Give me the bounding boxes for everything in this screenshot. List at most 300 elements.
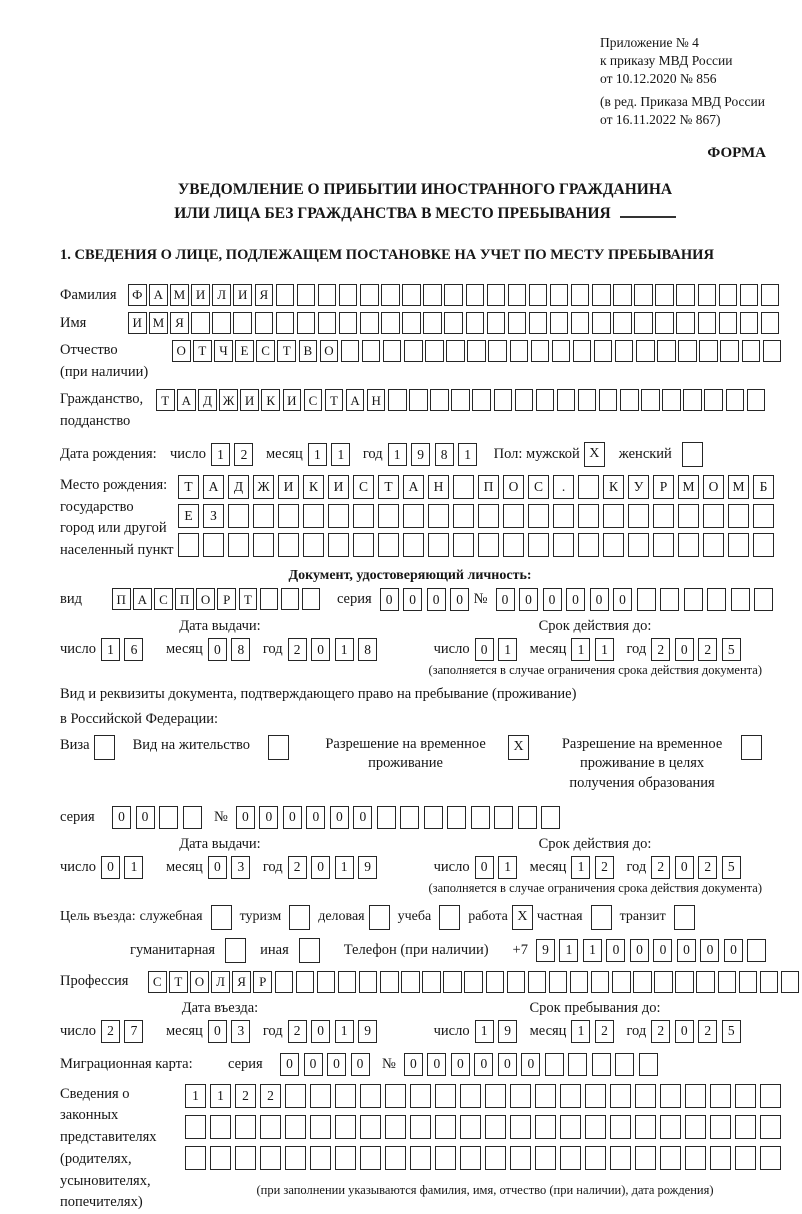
char-cell[interactable] (430, 389, 449, 411)
char-cell[interactable] (615, 340, 634, 362)
char-cell[interactable] (760, 1115, 781, 1139)
permit-expiry-year[interactable] (651, 856, 745, 879)
char-cell[interactable]: 1 (595, 638, 614, 661)
char-cell[interactable]: 0 (327, 1053, 346, 1076)
permit-number-boxes[interactable] (236, 806, 565, 829)
char-cell[interactable] (494, 806, 513, 829)
char-cell[interactable]: 0 (519, 588, 538, 611)
char-cell[interactable] (460, 1146, 481, 1170)
char-cell[interactable] (570, 971, 589, 993)
char-cell[interactable] (529, 312, 548, 334)
char-cell[interactable] (594, 340, 613, 362)
char-cell[interactable]: 0 (613, 588, 632, 611)
char-cell[interactable]: 0 (101, 856, 120, 879)
char-cell[interactable] (550, 284, 569, 306)
char-cell[interactable]: 1 (498, 856, 517, 879)
char-cell[interactable] (444, 312, 463, 334)
surname-boxes[interactable] (128, 284, 782, 306)
birth-month-boxes[interactable] (308, 443, 355, 466)
char-cell[interactable] (303, 533, 324, 557)
doc-series-boxes[interactable] (380, 588, 474, 611)
char-cell[interactable] (281, 588, 300, 610)
char-cell[interactable] (655, 284, 674, 306)
patronymic-boxes[interactable] (172, 340, 784, 362)
char-cell[interactable] (719, 284, 738, 306)
char-cell[interactable] (464, 971, 483, 993)
char-cell[interactable]: 2 (235, 1084, 256, 1108)
char-cell[interactable] (560, 1115, 581, 1139)
char-cell[interactable] (410, 1146, 431, 1170)
char-cell[interactable] (378, 504, 399, 528)
char-cell[interactable]: В (299, 340, 318, 362)
char-cell[interactable] (531, 340, 550, 362)
permit-issue-month[interactable] (208, 856, 255, 879)
char-cell[interactable] (719, 312, 738, 334)
char-cell[interactable]: 0 (427, 588, 446, 611)
char-cell[interactable] (360, 1146, 381, 1170)
char-cell[interactable] (657, 340, 676, 362)
char-cell[interactable]: 0 (630, 939, 649, 962)
profession-boxes[interactable] (148, 971, 802, 993)
purpose-transit-checkbox[interactable] (674, 905, 695, 930)
char-cell[interactable]: 2 (595, 1020, 614, 1043)
char-cell[interactable] (653, 533, 674, 557)
char-cell[interactable] (385, 1084, 406, 1108)
char-cell[interactable] (486, 971, 505, 993)
char-cell[interactable]: 8 (435, 443, 454, 466)
char-cell[interactable] (185, 1115, 206, 1139)
char-cell[interactable]: А (346, 389, 365, 411)
char-cell[interactable] (268, 735, 289, 760)
char-cell[interactable]: 1 (211, 443, 230, 466)
char-cell[interactable] (435, 1115, 456, 1139)
char-cell[interactable] (401, 971, 420, 993)
char-cell[interactable]: 0 (496, 588, 515, 611)
char-cell[interactable] (359, 971, 378, 993)
char-cell[interactable] (435, 1084, 456, 1108)
char-cell[interactable]: 2 (698, 1020, 717, 1043)
birthplace-row3-boxes[interactable] (178, 533, 778, 557)
char-cell[interactable] (403, 504, 424, 528)
char-cell[interactable] (655, 312, 674, 334)
birthplace-row1-boxes[interactable] (178, 475, 778, 499)
char-cell[interactable] (94, 735, 115, 760)
char-cell[interactable] (233, 312, 252, 334)
char-cell[interactable]: 1 (335, 638, 354, 661)
doc-expiry-day[interactable] (475, 638, 522, 661)
char-cell[interactable]: К (303, 475, 324, 499)
char-cell[interactable] (478, 533, 499, 557)
char-cell[interactable] (278, 533, 299, 557)
char-cell[interactable] (710, 1115, 731, 1139)
char-cell[interactable] (741, 735, 762, 760)
char-cell[interactable] (185, 1146, 206, 1170)
char-cell[interactable]: А (177, 389, 196, 411)
char-cell[interactable]: 5 (722, 638, 741, 661)
char-cell[interactable]: 0 (330, 806, 349, 829)
entry-month[interactable] (208, 1020, 255, 1043)
char-cell[interactable]: О (196, 588, 215, 610)
char-cell[interactable]: И (128, 312, 147, 334)
char-cell[interactable]: 1 (571, 638, 590, 661)
char-cell[interactable] (318, 284, 337, 306)
char-cell[interactable] (753, 504, 774, 528)
char-cell[interactable] (297, 312, 316, 334)
char-cell[interactable] (302, 588, 321, 610)
char-cell[interactable]: 0 (675, 856, 694, 879)
char-cell[interactable]: М (728, 475, 749, 499)
char-cell[interactable]: 2 (288, 1020, 307, 1043)
char-cell[interactable] (675, 971, 694, 993)
permit-series-boxes[interactable] (112, 806, 206, 829)
char-cell[interactable] (228, 504, 249, 528)
char-cell[interactable] (571, 284, 590, 306)
char-cell[interactable]: . (553, 475, 574, 499)
char-cell[interactable]: 5 (722, 1020, 741, 1043)
char-cell[interactable]: 0 (675, 638, 694, 661)
char-cell[interactable] (557, 389, 576, 411)
char-cell[interactable]: 0 (403, 588, 422, 611)
char-cell[interactable]: Л (211, 971, 230, 993)
char-cell[interactable] (541, 806, 560, 829)
char-cell[interactable] (747, 389, 766, 411)
char-cell[interactable]: Т (378, 475, 399, 499)
char-cell[interactable] (635, 1146, 656, 1170)
char-cell[interactable] (760, 1084, 781, 1108)
char-cell[interactable] (653, 504, 674, 528)
char-cell[interactable]: Е (178, 504, 199, 528)
char-cell[interactable]: X (508, 735, 529, 760)
char-cell[interactable] (424, 806, 443, 829)
char-cell[interactable] (553, 504, 574, 528)
char-cell[interactable] (410, 1115, 431, 1139)
char-cell[interactable]: 1 (185, 1084, 206, 1108)
char-cell[interactable]: Т (193, 340, 212, 362)
sex-male-checkbox[interactable] (584, 442, 605, 467)
stay-day[interactable] (475, 1020, 522, 1043)
char-cell[interactable] (353, 504, 374, 528)
char-cell[interactable]: 0 (380, 588, 399, 611)
char-cell[interactable] (571, 312, 590, 334)
char-cell[interactable] (410, 1084, 431, 1108)
char-cell[interactable]: С (154, 588, 173, 610)
char-cell[interactable] (553, 533, 574, 557)
char-cell[interactable] (510, 340, 529, 362)
purpose-tourism-checkbox[interactable] (289, 905, 310, 930)
char-cell[interactable] (550, 312, 569, 334)
char-cell[interactable] (613, 312, 632, 334)
char-cell[interactable]: 0 (311, 1020, 330, 1043)
char-cell[interactable] (592, 312, 611, 334)
char-cell[interactable]: 0 (304, 1053, 323, 1076)
char-cell[interactable] (210, 1115, 231, 1139)
char-cell[interactable]: 2 (595, 856, 614, 879)
citizenship-boxes[interactable] (156, 389, 768, 411)
char-cell[interactable]: И (240, 389, 259, 411)
char-cell[interactable] (728, 533, 749, 557)
char-cell[interactable] (578, 475, 599, 499)
char-cell[interactable]: 0 (208, 638, 227, 661)
char-cell[interactable] (310, 1115, 331, 1139)
char-cell[interactable] (740, 312, 759, 334)
doc-type-boxes[interactable] (112, 588, 323, 610)
char-cell[interactable] (460, 1084, 481, 1108)
permit-expiry-month[interactable] (571, 856, 618, 879)
char-cell[interactable] (676, 284, 695, 306)
char-cell[interactable]: X (584, 442, 605, 467)
char-cell[interactable]: 0 (566, 588, 585, 611)
char-cell[interactable] (634, 312, 653, 334)
char-cell[interactable] (362, 340, 381, 362)
char-cell[interactable] (710, 1146, 731, 1170)
char-cell[interactable]: 1 (101, 638, 120, 661)
char-cell[interactable]: Р (253, 971, 272, 993)
char-cell[interactable] (225, 938, 246, 963)
char-cell[interactable] (674, 905, 695, 930)
temp-residence-education-checkbox[interactable] (741, 735, 762, 760)
purpose-humanitarian-checkbox[interactable] (225, 938, 246, 963)
char-cell[interactable] (467, 340, 486, 362)
char-cell[interactable] (603, 533, 624, 557)
char-cell[interactable] (285, 1146, 306, 1170)
char-cell[interactable] (678, 533, 699, 557)
char-cell[interactable] (478, 504, 499, 528)
char-cell[interactable]: 0 (427, 1053, 446, 1076)
char-cell[interactable] (276, 312, 295, 334)
char-cell[interactable] (660, 588, 679, 611)
char-cell[interactable]: И (283, 389, 302, 411)
char-cell[interactable] (285, 1084, 306, 1108)
char-cell[interactable]: 9 (358, 1020, 377, 1043)
char-cell[interactable] (510, 1115, 531, 1139)
char-cell[interactable] (573, 340, 592, 362)
char-cell[interactable]: Д (198, 389, 217, 411)
char-cell[interactable] (536, 389, 555, 411)
char-cell[interactable] (578, 504, 599, 528)
char-cell[interactable] (235, 1146, 256, 1170)
char-cell[interactable] (253, 504, 274, 528)
char-cell[interactable] (453, 504, 474, 528)
representatives-row3-boxes[interactable] (185, 1146, 785, 1170)
char-cell[interactable] (634, 284, 653, 306)
char-cell[interactable]: О (703, 475, 724, 499)
char-cell[interactable]: 2 (101, 1020, 120, 1043)
char-cell[interactable] (278, 504, 299, 528)
char-cell[interactable] (628, 504, 649, 528)
char-cell[interactable] (760, 971, 779, 993)
permit-issue-day[interactable] (101, 856, 148, 879)
char-cell[interactable] (761, 284, 780, 306)
char-cell[interactable]: Т (178, 475, 199, 499)
char-cell[interactable] (510, 1084, 531, 1108)
char-cell[interactable]: 0 (450, 588, 469, 611)
char-cell[interactable] (276, 284, 295, 306)
char-cell[interactable]: О (320, 340, 339, 362)
char-cell[interactable] (472, 389, 491, 411)
char-cell[interactable] (678, 504, 699, 528)
char-cell[interactable] (585, 1115, 606, 1139)
char-cell[interactable]: О (172, 340, 191, 362)
char-cell[interactable] (739, 971, 758, 993)
char-cell[interactable]: 9 (536, 939, 555, 962)
char-cell[interactable]: С (304, 389, 323, 411)
char-cell[interactable] (297, 284, 316, 306)
char-cell[interactable] (360, 1084, 381, 1108)
char-cell[interactable]: 0 (236, 806, 255, 829)
char-cell[interactable]: П (175, 588, 194, 610)
char-cell[interactable] (747, 939, 766, 962)
char-cell[interactable] (507, 971, 526, 993)
char-cell[interactable]: Р (653, 475, 674, 499)
char-cell[interactable]: 0 (724, 939, 743, 962)
char-cell[interactable]: 2 (288, 856, 307, 879)
char-cell[interactable]: А (203, 475, 224, 499)
char-cell[interactable] (753, 533, 774, 557)
char-cell[interactable] (388, 389, 407, 411)
char-cell[interactable]: И (191, 284, 210, 306)
purpose-official-checkbox[interactable] (211, 905, 232, 930)
char-cell[interactable] (439, 905, 460, 930)
char-cell[interactable] (641, 389, 660, 411)
char-cell[interactable]: 0 (475, 638, 494, 661)
char-cell[interactable] (285, 1115, 306, 1139)
char-cell[interactable] (402, 312, 421, 334)
doc-expiry-year[interactable] (651, 638, 745, 661)
char-cell[interactable] (592, 284, 611, 306)
char-cell[interactable] (535, 1146, 556, 1170)
doc-issue-year[interactable] (288, 638, 382, 661)
char-cell[interactable]: 1 (331, 443, 350, 466)
char-cell[interactable] (552, 340, 571, 362)
char-cell[interactable] (183, 806, 202, 829)
char-cell[interactable]: 1 (124, 856, 143, 879)
char-cell[interactable] (485, 1115, 506, 1139)
entry-year[interactable] (288, 1020, 382, 1043)
char-cell[interactable]: Н (428, 475, 449, 499)
char-cell[interactable]: Ф (128, 284, 147, 306)
char-cell[interactable]: 0 (208, 1020, 227, 1043)
char-cell[interactable]: 1 (571, 1020, 590, 1043)
char-cell[interactable] (335, 1115, 356, 1139)
char-cell[interactable]: М (678, 475, 699, 499)
char-cell[interactable] (637, 588, 656, 611)
char-cell[interactable]: Т (277, 340, 296, 362)
char-cell[interactable] (735, 1084, 756, 1108)
char-cell[interactable] (735, 1115, 756, 1139)
char-cell[interactable]: 9 (358, 856, 377, 879)
char-cell[interactable] (435, 1146, 456, 1170)
char-cell[interactable] (453, 533, 474, 557)
char-cell[interactable] (761, 312, 780, 334)
char-cell[interactable]: Т (239, 588, 258, 610)
char-cell[interactable] (212, 312, 231, 334)
char-cell[interactable] (381, 312, 400, 334)
char-cell[interactable] (635, 1115, 656, 1139)
char-cell[interactable]: Я (170, 312, 189, 334)
char-cell[interactable] (310, 1146, 331, 1170)
char-cell[interactable] (740, 284, 759, 306)
char-cell[interactable]: 0 (451, 1053, 470, 1076)
char-cell[interactable]: 0 (700, 939, 719, 962)
char-cell[interactable]: 0 (677, 939, 696, 962)
representatives-row1-boxes[interactable] (185, 1084, 785, 1108)
char-cell[interactable] (639, 1053, 658, 1076)
char-cell[interactable] (380, 971, 399, 993)
char-cell[interactable] (620, 389, 639, 411)
char-cell[interactable]: С (353, 475, 374, 499)
char-cell[interactable]: 1 (335, 856, 354, 879)
char-cell[interactable]: 2 (651, 856, 670, 879)
char-cell[interactable] (353, 533, 374, 557)
char-cell[interactable] (310, 1084, 331, 1108)
char-cell[interactable]: 0 (475, 856, 494, 879)
char-cell[interactable] (381, 284, 400, 306)
char-cell[interactable] (360, 312, 379, 334)
char-cell[interactable] (210, 1146, 231, 1170)
char-cell[interactable]: 0 (606, 939, 625, 962)
char-cell[interactable] (508, 284, 527, 306)
char-cell[interactable] (610, 1115, 631, 1139)
char-cell[interactable] (610, 1084, 631, 1108)
char-cell[interactable] (444, 284, 463, 306)
char-cell[interactable]: 1 (583, 939, 602, 962)
char-cell[interactable] (754, 588, 773, 611)
char-cell[interactable] (660, 1084, 681, 1108)
residence-permit-checkbox[interactable] (268, 735, 289, 760)
char-cell[interactable]: 0 (653, 939, 672, 962)
char-cell[interactable]: Т (156, 389, 175, 411)
char-cell[interactable]: Т (169, 971, 188, 993)
char-cell[interactable]: Р (217, 588, 236, 610)
char-cell[interactable] (443, 971, 462, 993)
representatives-row2-boxes[interactable] (185, 1115, 785, 1139)
permit-issue-year[interactable] (288, 856, 382, 879)
char-cell[interactable]: Н (367, 389, 386, 411)
char-cell[interactable] (615, 1053, 634, 1076)
char-cell[interactable]: 8 (231, 638, 250, 661)
char-cell[interactable] (578, 389, 597, 411)
char-cell[interactable] (718, 971, 737, 993)
char-cell[interactable] (568, 1053, 587, 1076)
char-cell[interactable] (260, 1146, 281, 1170)
birth-year-boxes[interactable] (388, 443, 482, 466)
char-cell[interactable] (403, 533, 424, 557)
migration-series-boxes[interactable] (280, 1053, 374, 1076)
char-cell[interactable]: М (170, 284, 189, 306)
stay-year[interactable] (651, 1020, 745, 1043)
char-cell[interactable]: 2 (234, 443, 253, 466)
char-cell[interactable]: 1 (475, 1020, 494, 1043)
char-cell[interactable] (728, 504, 749, 528)
char-cell[interactable] (612, 971, 631, 993)
char-cell[interactable] (335, 1146, 356, 1170)
char-cell[interactable]: 0 (208, 856, 227, 879)
char-cell[interactable] (610, 1146, 631, 1170)
char-cell[interactable]: 0 (283, 806, 302, 829)
char-cell[interactable] (409, 389, 428, 411)
char-cell[interactable] (742, 340, 761, 362)
char-cell[interactable] (178, 533, 199, 557)
char-cell[interactable] (369, 905, 390, 930)
char-cell[interactable]: 5 (722, 856, 741, 879)
char-cell[interactable] (383, 340, 402, 362)
char-cell[interactable]: Т (325, 389, 344, 411)
char-cell[interactable] (560, 1146, 581, 1170)
temp-residence-checkbox[interactable] (508, 735, 529, 760)
char-cell[interactable] (385, 1146, 406, 1170)
char-cell[interactable] (585, 1084, 606, 1108)
char-cell[interactable]: 0 (311, 638, 330, 661)
